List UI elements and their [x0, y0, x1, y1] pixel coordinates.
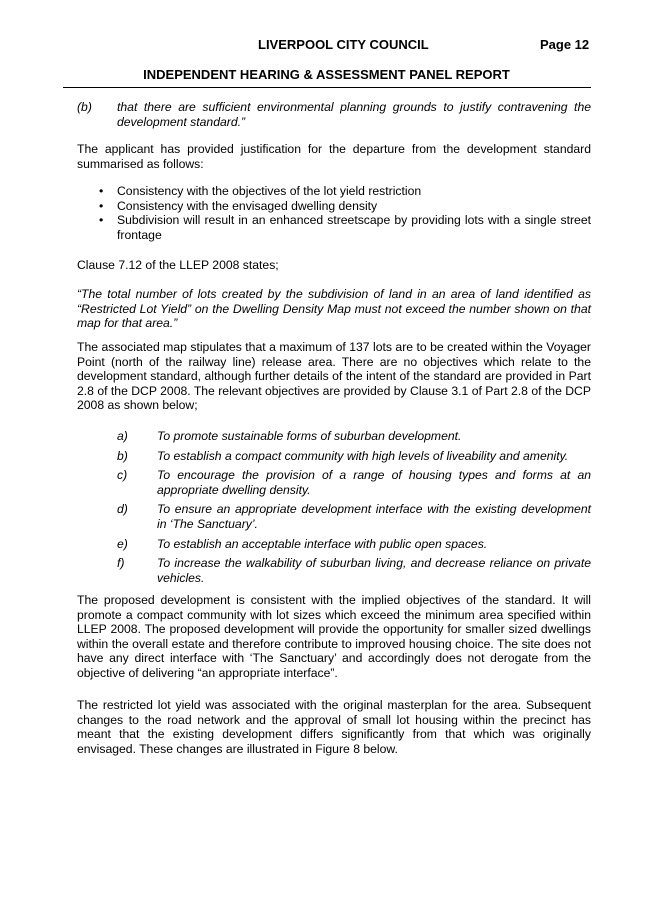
page-number: Page 12 — [540, 37, 590, 52]
bullet-text: Subdivision will result in an enhanced streetscape by providing lots with a single street frontage — [117, 213, 591, 242]
council-name: LIVERPOOL CITY COUNCIL — [258, 37, 429, 52]
objective-item — [117, 502, 591, 531]
objective-item — [117, 429, 591, 444]
consistency-paragraph: The proposed development is consistent with the implied objectives of the standard. It will promote a compact community with lot sizes which exceed the minimum area specified within LLEP 2008. The proposed development will provide the opportunity for smaller sized dwellings within the overall estate and therefore contribute to improved housing choice. The site does not have any direct interface with ‘The Sanctuary’ and accordingly does not derogate from the objective of delivering “an appropriate interface”. — [77, 593, 591, 680]
bullet-icon: • — [99, 198, 104, 213]
bullet-icon: • — [99, 184, 104, 198]
bullet-icon: • — [99, 213, 104, 228]
header-divider — [63, 87, 591, 88]
bullet-item — [77, 213, 591, 242]
clause-quote: “The total number of lots created by the subdivision of land in an area of land identified as “Restricted Lot Yield” on the Dwelling Density Map must not exceed the number shown on that map for that area.” — [77, 287, 591, 331]
bullet-item — [77, 184, 591, 199]
clause-intro-paragraph: Clause 7.12 of the LLEP 2008 states; — [77, 258, 279, 272]
restricted-yield-paragraph: The restricted lot yield was associated with the original masterplan for the area. Subsequent changes to the road network and the approval of small lot housing within the precinct has meant that the existing development differs significantly from that which was originally envisaged. These changes are illustrated in Figure 8 below. — [77, 698, 591, 756]
bullet-text: Consistency with the envisaged dwelling density — [117, 198, 378, 213]
objective-label: f) — [117, 556, 125, 571]
objective-label: e) — [117, 536, 128, 551]
report-title: INDEPENDENT HEARING & ASSESSMENT PANEL REPORT — [143, 67, 510, 82]
justification-bullet-list — [77, 184, 591, 242]
justification-paragraph: The applicant has provided justification for the departure from the development standard summarised as follows: — [77, 142, 591, 171]
objectives-list — [117, 429, 591, 590]
clause-item-b — [77, 100, 591, 129]
objective-item — [117, 556, 591, 585]
bullet-text: Consistency with the objectives of the lot yield restriction — [117, 184, 422, 198]
clause-item-b-text: that there are sufficient environmental planning grounds to justify contravening the development standard.” — [117, 100, 591, 129]
objective-text: To ensure an appropriate development interface with the existing development in ‘The Sanctuary’. — [157, 502, 591, 531]
objective-item — [117, 449, 591, 464]
objective-label: a) — [117, 429, 128, 443]
objective-item — [117, 468, 591, 497]
objective-text: To establish an acceptable interface with public open spaces. — [157, 536, 488, 551]
objective-text: To increase the walkability of suburban living, and decrease reliance on private vehicles. — [157, 556, 591, 585]
objective-text: To promote sustainable forms of suburban development. — [157, 429, 462, 443]
objective-text: To establish a compact community with high levels of liveability and amenity. — [157, 448, 569, 463]
objective-item — [117, 537, 591, 552]
objective-text: To encourage the provision of a range of housing types and forms at an appropriate dwelling density. — [157, 468, 591, 497]
map-paragraph: The associated map stipulates that a maximum of 137 lots are to be created within the Voyager Point (north of the railway line) release area. There are no objectives which relate to the development standard, although further details of the intent of the standard are provided in Part 2.8 of the DCP 2008. The relevant objectives are provided by Clause 3.1 of Part 2.8 of the DCP 2008 as shown below; — [77, 340, 591, 413]
clause-item-b-label: (b) — [77, 100, 92, 114]
objective-label: d) — [117, 502, 128, 517]
objective-label: b) — [117, 448, 128, 463]
objective-label: c) — [117, 468, 128, 483]
bullet-item — [77, 199, 591, 214]
